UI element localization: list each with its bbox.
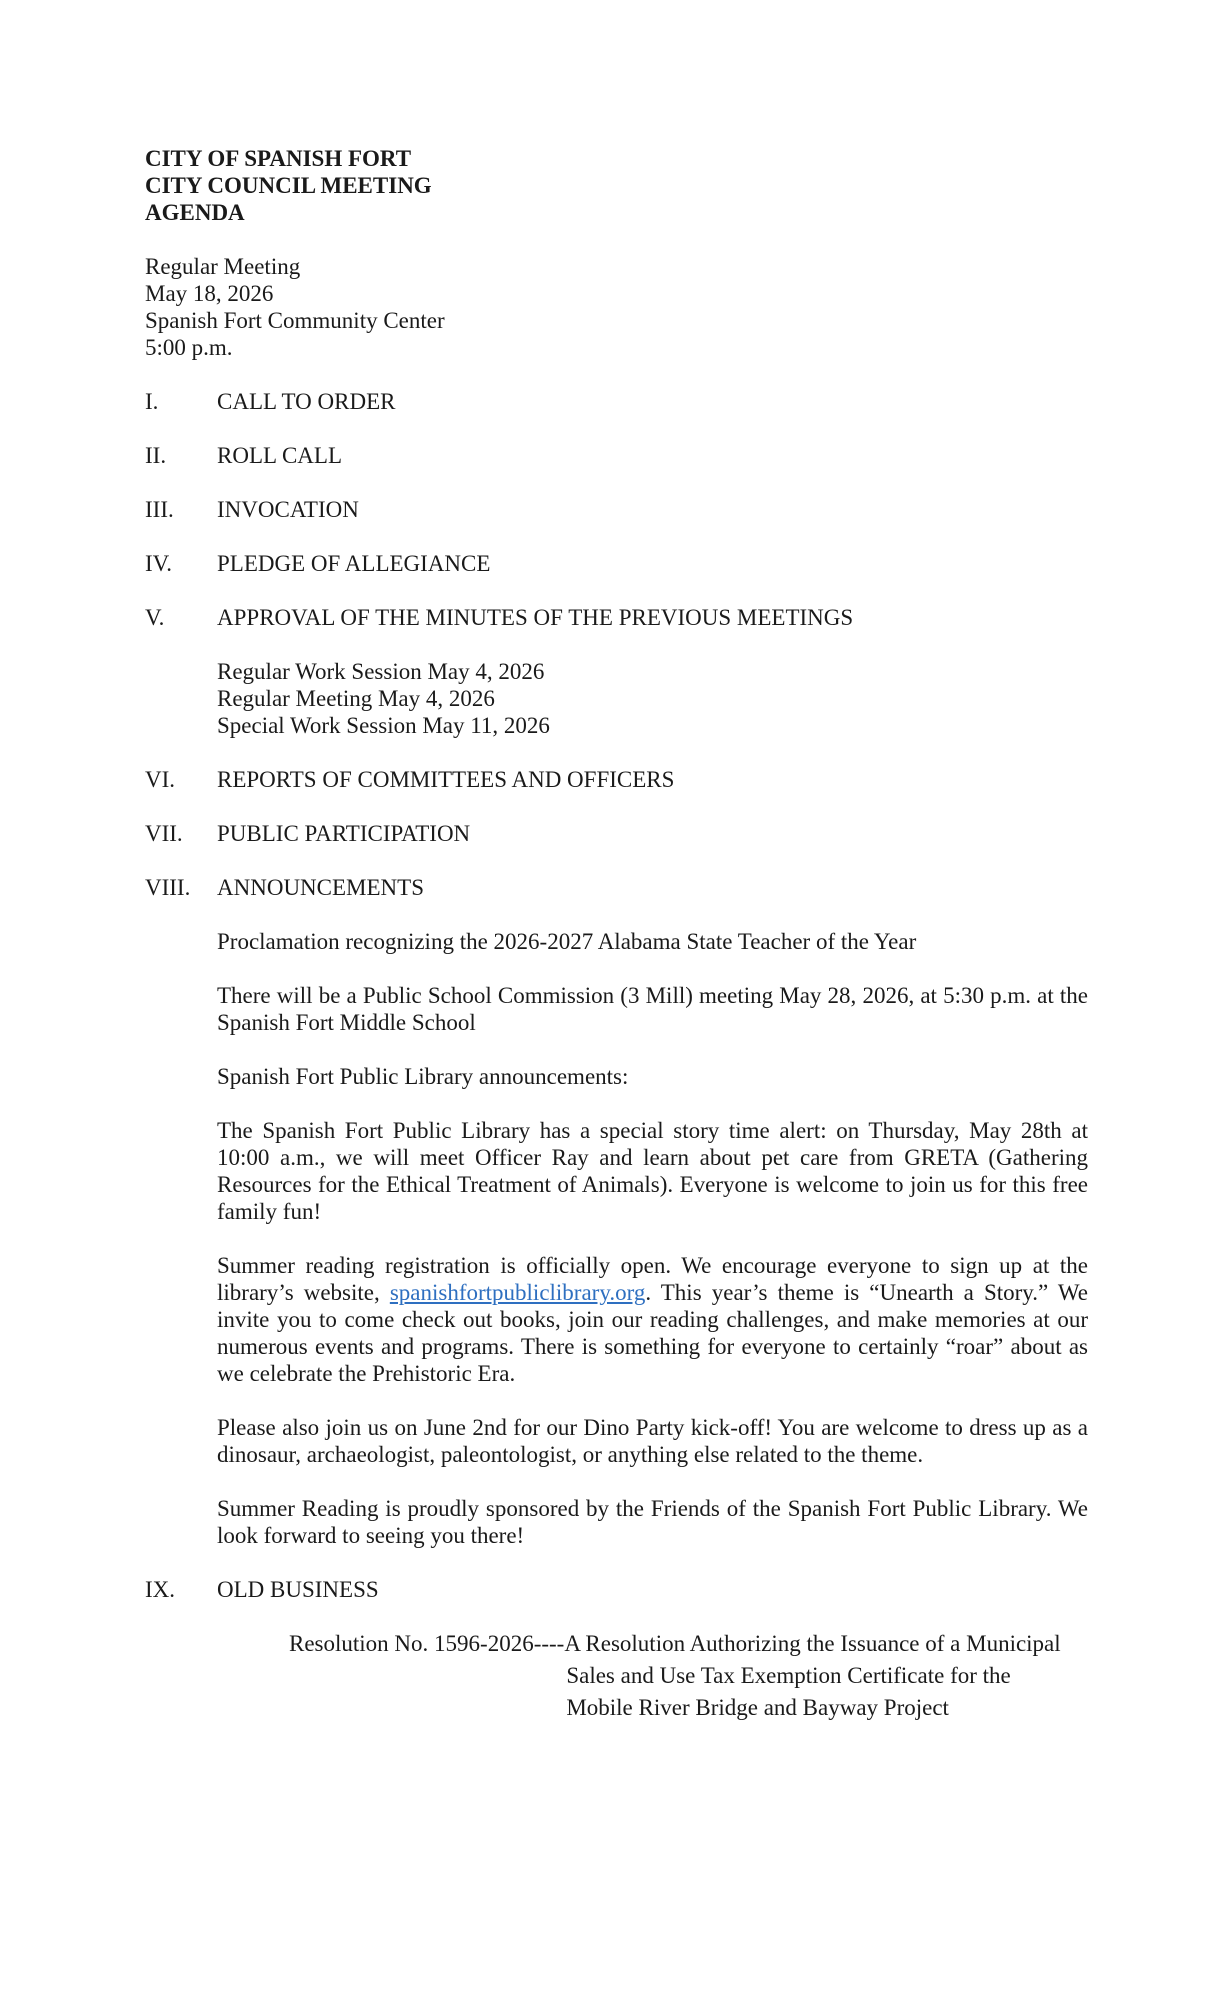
item-label: OLD BUSINESS [217, 1577, 379, 1602]
item-label: INVOCATION [217, 497, 359, 522]
agenda-item-public-participation [145, 820, 1088, 847]
city-name: CITY OF SPANISH FORT [145, 146, 412, 171]
agenda-item-old-business [145, 1576, 1088, 1603]
item-label: REPORTS OF COMMITTEES AND OFFICERS [217, 767, 675, 792]
item-label: APPROVAL OF THE MINUTES OF THE PREVIOUS MEETINGS [217, 605, 854, 630]
minutes-entry: Regular Work Session May 4, 2026 [217, 659, 545, 684]
library-announcements-heading: Spanish Fort Public Library announcements: [217, 1064, 629, 1089]
agenda-page [145, 145, 1088, 1724]
item-number: VI. [145, 767, 176, 792]
item-number: VII. [145, 821, 183, 846]
meeting-location: Spanish Fort Community Center [145, 308, 445, 333]
resolution-entry [289, 1630, 1079, 1724]
item-label: PLEDGE OF ALLEGIANCE [217, 551, 491, 576]
announcement-dino-party: Please also join us on June 2nd for our Dino Party kick-off! You are welcome to dress up as a dinosaur, archaeologist, paleontologist, or anything else related to the theme. [217, 1415, 1088, 1467]
library-website-link[interactable]: spanishfortpubliclibrary.org [389, 1280, 646, 1305]
announcement-sponsor: Summer Reading is proudly sponsored by the Friends of the Spanish Fort Public Library. We look forward to seeing you there! [217, 1496, 1088, 1548]
agenda-item-roll-call [145, 442, 1088, 469]
document-title: AGENDA [145, 200, 245, 225]
item-number: II. [145, 443, 167, 468]
announcement-story-time: The Spanish Fort Public Library has a special story time alert: on Thursday, May 28th at 10:00 a.m., we will meet Officer Ray and learn about pet care from GRETA (Gathering Resources for the Ethical Treatment of Animals). Everyone is welcome to join us for this free family fun! [217, 1118, 1088, 1224]
resolution-description-line: Sales and Use Tax Exemption Certificate for the [566, 1663, 1011, 1688]
item-number: V. [145, 605, 165, 630]
resolution-description-line: A Resolution Authorizing the Issuance of a Municipal [564, 1631, 1061, 1656]
agenda-item-reports [145, 766, 1088, 793]
item-number: VIII. [145, 875, 191, 900]
agenda-item-pledge [145, 550, 1088, 577]
meeting-type: Regular Meeting [145, 254, 301, 279]
item-number: I. [145, 389, 159, 414]
item-label: ANNOUNCEMENTS [217, 875, 424, 900]
agenda-item-approval-of-minutes [145, 604, 1088, 631]
item-label: CALL TO ORDER [217, 389, 396, 414]
minutes-entry: Special Work Session May 11, 2026 [217, 713, 550, 738]
resolution-description-line: Mobile River Bridge and Bayway Project [566, 1695, 949, 1720]
meeting-date: May 18, 2026 [145, 281, 274, 306]
agenda-header [145, 145, 1088, 226]
minutes-entry: Regular Meeting May 4, 2026 [217, 686, 495, 711]
meeting-time: 5:00 p.m. [145, 335, 233, 360]
item-label: ROLL CALL [217, 443, 342, 468]
item-label: PUBLIC PARTICIPATION [217, 821, 471, 846]
resolution-description [564, 1628, 1079, 1724]
meeting-details [145, 253, 1088, 361]
announcements-list [217, 928, 1088, 1549]
announcement-summer-reading [217, 1252, 1088, 1387]
agenda-item-announcements [145, 874, 1088, 901]
item-number: III. [145, 497, 174, 522]
minutes-list [217, 658, 1088, 739]
agenda-item-call-to-order [145, 388, 1088, 415]
summer-reading-text-end: . This year’s theme is “Unearth a Story.” We invite you to come check out books, join our reading challenges, and make memories at our numerous events and programs. There is something for everyone to certainly “roar” about as we celebrate the Prehistoric Era. [217, 1280, 1088, 1386]
announcement-commission-meeting: There will be a Public School Commission (3 Mill) meeting May 28, 2026, at 5:30 p.m. at the Spanish Fort Middle School [217, 983, 1088, 1035]
item-number: IV. [145, 551, 173, 576]
summer-reading-text-start: Summer reading registration is officially open. We encourage everyone to sign up at the library’s website, [217, 1253, 1088, 1305]
resolution-number: Resolution No. 1596-2026---- [289, 1631, 565, 1656]
announcement-proclamation: Proclamation recognizing the 2026-2027 Alabama State Teacher of the Year [217, 929, 917, 954]
agenda-item-invocation [145, 496, 1088, 523]
meeting-body: CITY COUNCIL MEETING [145, 173, 432, 198]
item-number: IX. [145, 1577, 176, 1602]
